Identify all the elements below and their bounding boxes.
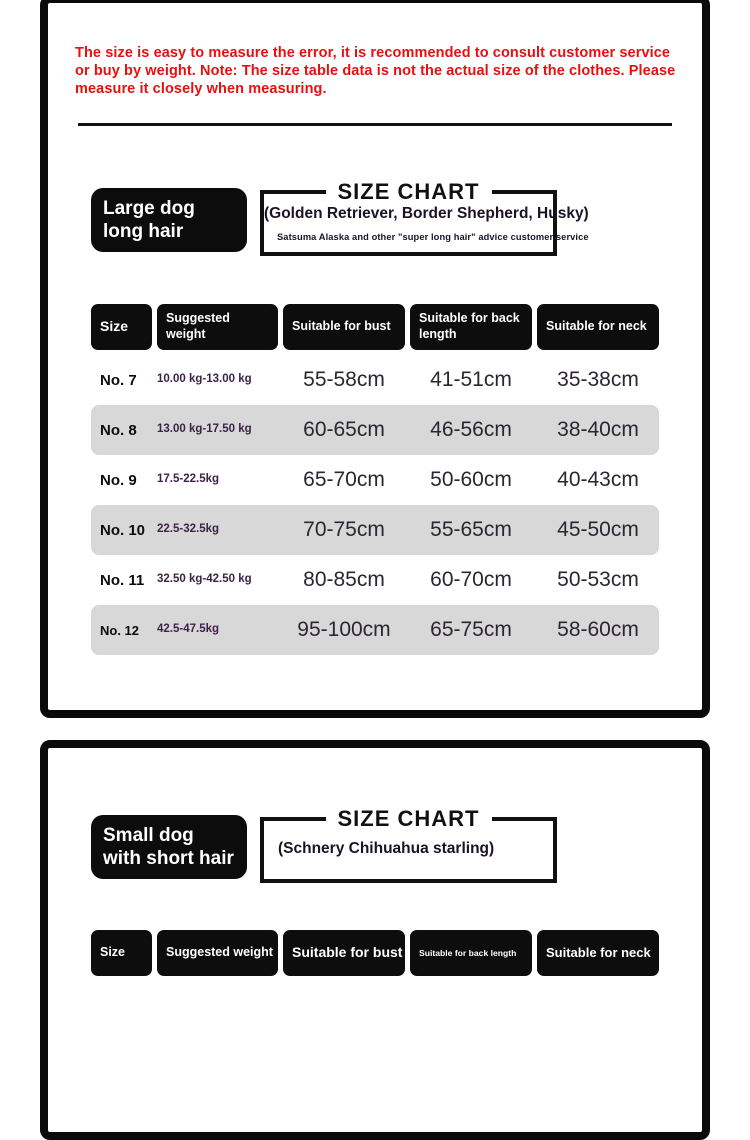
cell-bust: 55-58cm xyxy=(303,368,385,391)
column-header-neck: Suitable for neck xyxy=(537,304,659,350)
cell-neck: 45-50cm xyxy=(557,518,639,541)
cell-neck: 50-53cm xyxy=(557,568,639,591)
breed-list: (Schnery Chihuahua starling) xyxy=(278,840,495,857)
cell-back-length: 50-60cm xyxy=(430,468,512,491)
breed-box xyxy=(260,179,589,256)
cell-neck: 35-38cm xyxy=(557,368,639,391)
cell-bust: 60-65cm xyxy=(303,418,385,441)
cell-size: No. 11 xyxy=(100,571,145,589)
table-row xyxy=(91,605,659,655)
large-dog-size-chart-panel xyxy=(40,0,710,718)
size-chart-title: SIZE CHART xyxy=(326,179,492,205)
dog-type-line1: Large dog xyxy=(103,198,195,219)
cell-bust: 95-100cm xyxy=(297,618,391,641)
column-header-bust: Suitable for bust xyxy=(283,304,405,350)
dog-type-label xyxy=(91,815,247,879)
cell-bust: 80-85cm xyxy=(303,568,385,591)
table-header-row xyxy=(91,304,659,350)
cell-weight: 32.50 kg-42.50 kg xyxy=(157,573,252,586)
cell-weight: 22.5-32.5kg xyxy=(157,523,220,536)
cell-bust: 65-70cm xyxy=(303,468,385,491)
cell-weight: 10.00 kg-13.00 kg xyxy=(157,373,252,386)
column-header-bust: Suitable for bust xyxy=(283,930,405,976)
cell-neck: 40-43cm xyxy=(557,468,639,491)
cell-weight: 42.5-47.5kg xyxy=(157,623,220,636)
table-row xyxy=(91,505,659,555)
cell-size: No. 9 xyxy=(100,471,137,489)
dog-type-label xyxy=(91,188,247,252)
cell-back-length: 41-51cm xyxy=(430,368,512,391)
table-row xyxy=(91,355,659,405)
column-header-neck: Suitable for neck xyxy=(537,930,659,976)
cell-neck: 38-40cm xyxy=(557,418,639,441)
small-dog-size-chart-panel xyxy=(40,740,710,1140)
size-table-small-dog xyxy=(91,930,659,976)
column-header-weight: Suggested weight xyxy=(157,304,278,350)
cell-size: No. 12 xyxy=(100,622,140,638)
column-header-back-length: Suitable for back length xyxy=(410,930,532,976)
size-table-large-dog xyxy=(91,304,659,655)
breed-list: (Golden Retriever, Border Shepherd, Husky) xyxy=(264,205,589,222)
size-chart-title-box xyxy=(260,179,589,256)
cell-back-length: 46-56cm xyxy=(430,418,512,441)
size-warning-text: The size is easy to measure the error, it is recommended to consult customer service or buy by weight. Note: The size table data is not the actual size of the clothes. Please measure it closely when measuring. xyxy=(75,45,676,97)
column-header-weight: Suggested weight xyxy=(157,930,278,976)
size-chart-title: SIZE CHART xyxy=(326,806,492,832)
column-header-size: Size xyxy=(91,304,152,350)
cell-back-length: 60-70cm xyxy=(430,568,512,591)
chart-header-row xyxy=(91,806,702,883)
cell-back-length: 55-65cm xyxy=(430,518,512,541)
cell-weight: 17.5-22.5kg xyxy=(157,473,220,486)
cell-back-length: 65-75cm xyxy=(430,618,512,641)
table-row xyxy=(91,405,659,455)
cell-size: No. 8 xyxy=(100,421,137,439)
breed-note: Satsuma Alaska and other "super long hair" advice customer service xyxy=(277,232,589,242)
column-header-size: Size xyxy=(91,930,152,976)
cell-size: No. 7 xyxy=(100,371,137,389)
cell-bust: 70-75cm xyxy=(303,518,385,541)
table-header-row xyxy=(91,930,659,976)
chart-header-row xyxy=(91,179,702,256)
dog-type-line1: Small dog xyxy=(103,825,194,846)
breed-box xyxy=(260,806,557,883)
table-row xyxy=(91,555,659,605)
dog-type-line2: long hair xyxy=(103,221,184,242)
cell-size: No. 10 xyxy=(100,521,146,539)
table-row xyxy=(91,455,659,505)
column-header-back-length: Suitable for back length xyxy=(410,304,532,350)
size-chart-title-box xyxy=(260,806,557,883)
dog-type-line2: with short hair xyxy=(103,848,234,869)
cell-weight: 13.00 kg-17.50 kg xyxy=(157,423,252,436)
divider-rule xyxy=(78,123,672,126)
cell-neck: 58-60cm xyxy=(557,618,639,641)
